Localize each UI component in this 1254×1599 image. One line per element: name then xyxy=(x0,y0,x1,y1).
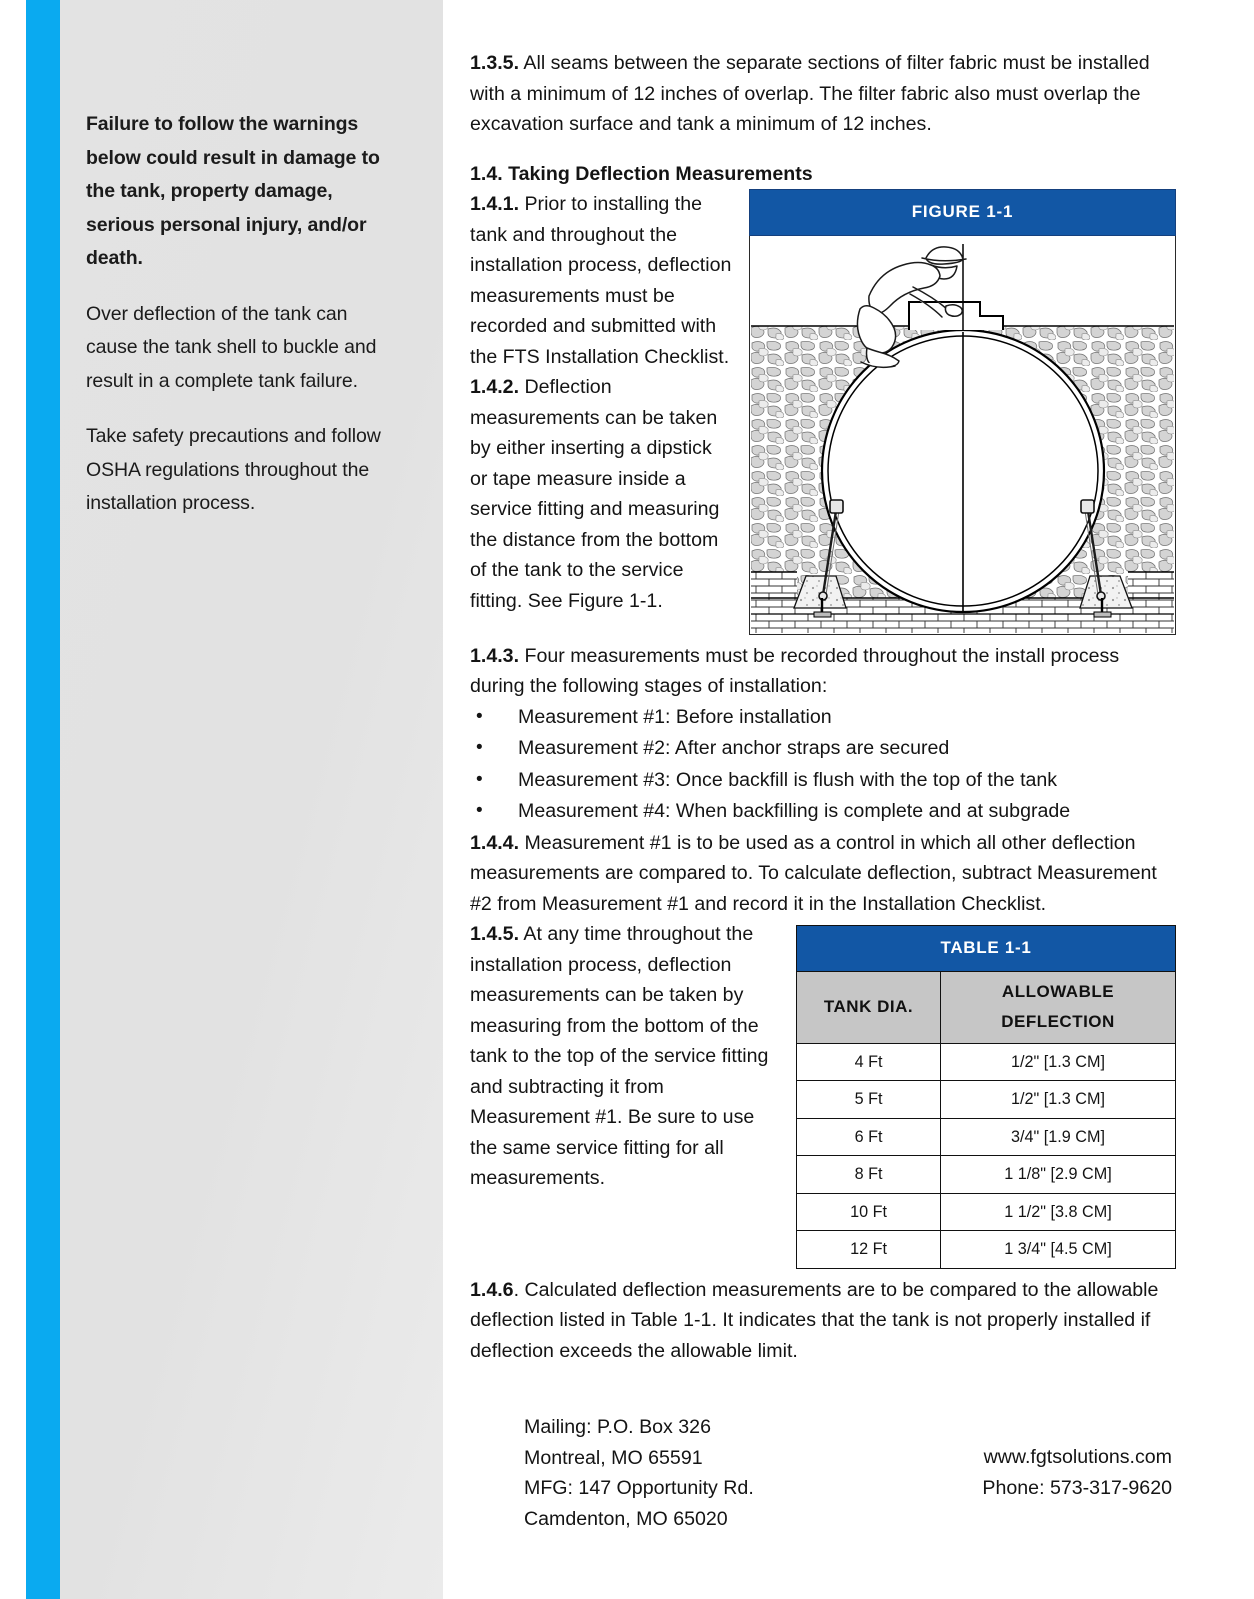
tank-cross-section-svg xyxy=(750,236,1175,634)
table-title-row xyxy=(797,926,1176,972)
cell-allowable-deflection: 1 3/4" [4.5 CM] xyxy=(941,1231,1176,1269)
main-content xyxy=(470,48,1176,1366)
sidebar-paragraph-2: Take safety precautions and follow OSHA regulations throughout the installation process. xyxy=(86,425,381,514)
table-1-1 xyxy=(796,925,1176,1269)
figure-title: FIGURE 1-1 xyxy=(749,189,1176,236)
list-item: • Measurement #1: Before installation xyxy=(470,702,1176,734)
paragraph-1-4-6 xyxy=(470,1275,1176,1367)
paragraph-text-1-4-3: Four measurements must be recorded throughout the install process during the following stages of installation: xyxy=(470,644,1120,697)
paragraph-number-1-4-1: 1.4.1. xyxy=(470,193,520,215)
allowable-deflection-table xyxy=(796,925,1176,1269)
cell-allowable-deflection: 1 1/2" [3.8 CM] xyxy=(941,1193,1176,1231)
cell-tank-dia: 6 Ft xyxy=(797,1118,941,1156)
footer-mailing-city: Montreal, MO 65591 xyxy=(524,1446,703,1469)
cell-allowable-deflection: 1/2" [1.3 CM] xyxy=(941,1043,1176,1081)
paragraph-number-1-4-6: 1.4.6 xyxy=(470,1278,514,1301)
cell-tank-dia: 12 Ft xyxy=(797,1231,941,1269)
spacer xyxy=(470,140,1176,159)
sidebar-paragraph-1: Over deflection of the tank can cause the tank shell to buckle and result in a complete tank failure. xyxy=(86,302,377,392)
footer-address-block xyxy=(470,1412,754,1534)
footer-mfg-city: Camdenton, MO 65020 xyxy=(524,1507,728,1530)
sidebar-panel xyxy=(60,0,443,1599)
paragraph-text-1-4-1: Prior to installing the tank and throughout the installation process, deflection measurements must be recorded and submitted with the FTS Installation Checklist. xyxy=(470,193,732,368)
footer-phone[interactable]: Phone: 573-317-9620 xyxy=(982,1476,1172,1499)
measurement-stage-list xyxy=(470,702,1176,828)
footer-mfg-line: MFG: 147 Opportunity Rd. xyxy=(524,1477,754,1499)
footer-website[interactable]: www.fgtsolutions.com xyxy=(983,1446,1172,1468)
table-row xyxy=(797,1043,1176,1081)
column-header-allowable-deflection: ALLOWABLE DEFLECTION xyxy=(941,971,1176,1043)
paragraph-1-3-5 xyxy=(470,48,1176,140)
sidebar-warning-text: Failure to follow the warnings below could result in damage to the tank, property damage, serious personal injury, and/or death. xyxy=(86,113,380,269)
list-item: • Measurement #2: After anchor straps are secured xyxy=(470,733,1176,765)
paragraph-number-1-4-4: 1.4.4. xyxy=(470,831,520,854)
cell-allowable-deflection: 1 1/8" [2.9 CM] xyxy=(941,1156,1176,1194)
paragraph-text-1-4-6: . Calculated deflection measurements are to be compared to the allowable deflection listed in Table 1-1. It indicates that the tank is not properly installed if deflection exceeds the allowable limit. xyxy=(470,1278,1159,1362)
cell-tank-dia: 8 Ft xyxy=(797,1156,941,1194)
paragraph-text-1-4-5: At any time throughout the installation process, deflection measurements can be taken by measuring from the bottom of the tank to the top of the service fitting and subtracting it from Measurement #1. Be sure to use the same service fitting for all measurements. xyxy=(470,923,769,1190)
table-title: TABLE 1-1 xyxy=(797,926,1176,972)
table-row xyxy=(797,1193,1176,1231)
accent-stripe xyxy=(26,0,60,1599)
table-row xyxy=(797,1231,1176,1269)
cell-allowable-deflection: 1/2" [1.3 CM] xyxy=(941,1081,1176,1119)
sidebar-content xyxy=(86,108,398,543)
paragraph-number-1-4-5: 1.4.5. xyxy=(470,923,520,946)
section-heading-1-4: 1.4. Taking Deflection Measurements xyxy=(470,162,813,185)
paragraph-1-4-4 xyxy=(470,828,1176,920)
table-row xyxy=(797,1118,1176,1156)
paragraph-text-1-4-4: Measurement #1 is to be used as a control in which all other deflection measurements are compared to. To calculate deflection, subtract Measurement #2 from Measurement #1 and record it in the Installation Checklist. xyxy=(470,831,1157,915)
cell-tank-dia: 5 Ft xyxy=(797,1081,941,1119)
paragraph-number-1-3-5: 1.3.5. xyxy=(470,52,520,74)
table-header-row xyxy=(797,971,1176,1043)
figure-illustration xyxy=(749,236,1176,635)
footer-mailing-line: Mailing: P.O. Box 326 xyxy=(524,1416,711,1438)
document-footer xyxy=(470,1412,1176,1534)
column-header-tank-dia: TANK DIA. xyxy=(797,971,941,1043)
table-row xyxy=(797,1081,1176,1119)
paragraph-number-1-4-3: 1.4.3. xyxy=(470,644,520,667)
paragraph-number-1-4-2: 1.4.2. xyxy=(470,376,520,398)
footer-row xyxy=(470,1412,1176,1534)
paragraph-1-4-3 xyxy=(470,641,1176,702)
footer-contact-block xyxy=(982,1412,1176,1503)
list-item: • Measurement #4: When backfilling is complete and at subgrade xyxy=(470,796,1176,828)
cell-allowable-deflection: 3/4" [1.9 CM] xyxy=(941,1118,1176,1156)
cell-tank-dia: 10 Ft xyxy=(797,1193,941,1231)
paragraph-text-1-3-5: All seams between the separate sections of filter fabric must be installed with a minimum of 12 inches of overlap. The filter fabric also must overlap the excavation surface and tank a minimum of 12 inches. xyxy=(470,52,1150,135)
paragraph-text-1-4-2: Deflection measurements can be taken by either inserting a dipstick or tape measure inside a service fitting and measuring the distance from the bottom of the tank to the service fitting. See Figure 1-1. xyxy=(470,376,720,612)
cell-tank-dia: 4 Ft xyxy=(797,1043,941,1081)
figure-1-1 xyxy=(749,189,1176,635)
table-row xyxy=(797,1156,1176,1194)
list-item: • Measurement #3: Once backfill is flush with the top of the tank xyxy=(470,765,1176,797)
